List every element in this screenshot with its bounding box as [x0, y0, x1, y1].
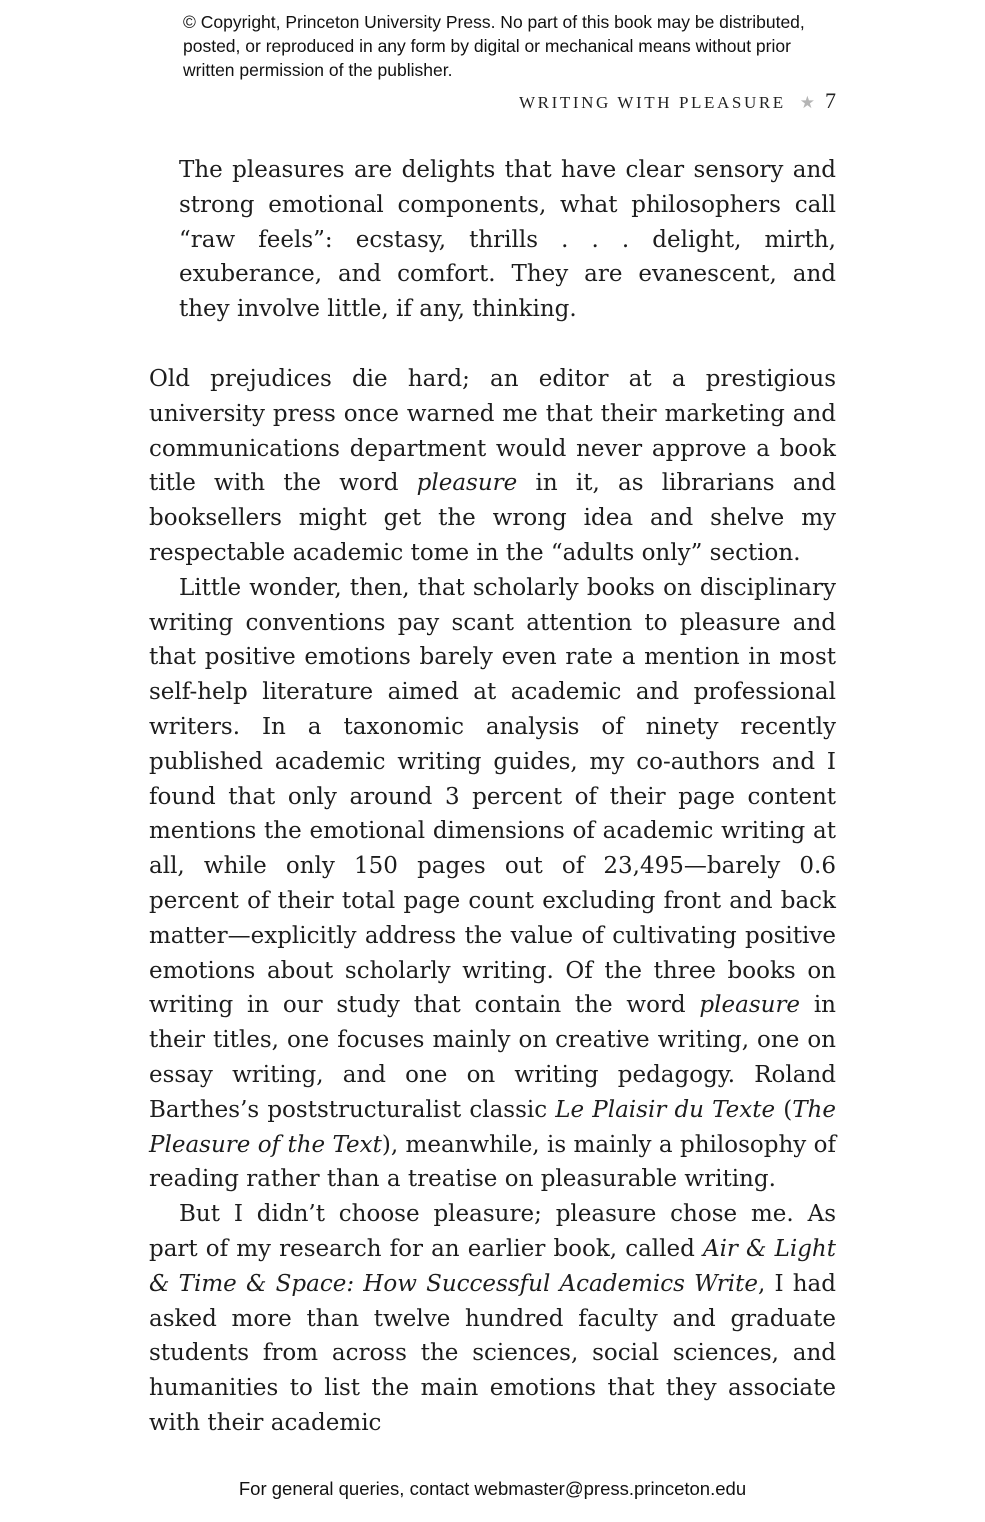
footer-contact: For general queries, contact webmaster@press.princeton.edu [238, 1478, 747, 1499]
page-number: 7 [825, 88, 836, 113]
paragraph-text: Old prejudices die hard; an editor at a prestigious university press once warned me that their marketing and communications department would never approve a book title with the word [149, 366, 836, 497]
paragraph-text: , I had asked more than twelve hundred faculty and graduate students from across the sciences, social sciences, and humanities to list the main emotions that they associate with their academic [149, 1270, 836, 1436]
block-quote: The pleasures are delights that have clear sensory and strong emotional components, what philosophers call “raw feels”: ecstasy, thrills . . . delight, mirth, exuberance, and comfort. They are evanescent, and they involve little, if any, thinking. [179, 157, 836, 323]
paragraph-text: ), meanwhile, is mainly a philosophy of reading rather than a treatise on pleasurable writing. [149, 1131, 837, 1193]
paragraph-text: ( [775, 1096, 793, 1123]
running-head [380, 88, 836, 114]
paragraph-text: But I didn’t choose pleasure; pleasure chose me. As part of my research for an earlier book, called [149, 1201, 836, 1262]
book-title: Le Plaisir du Texte [555, 1096, 776, 1123]
book-title: Air & Light & Time & Space: How Successful Academics Write [149, 1235, 836, 1297]
italic-text: pleasure [699, 992, 801, 1019]
copyright-notice: © Copyright, Princeton University Press. No part of this book may be distributed, posted, or reproduced in any form by digital or mechanical means without prior written permission of the publisher. [183, 12, 805, 80]
book-title: The Pleasure of the Text [149, 1096, 836, 1158]
paragraph [149, 362, 836, 571]
star-icon: ★ [799, 93, 815, 112]
body-text [149, 362, 836, 1441]
paragraph-text: in their titles, one focuses mainly on creative writing, one on essay writing, and one on writing pedagogy. Roland Barthes’s poststructuralist classic [149, 992, 836, 1123]
paragraph-text: Little wonder, then, that scholarly books on disciplinary writing conventions pay scant attention to pleasure and that positive emotions barely even rate a mention in most self-help literature aimed at academic and professional writers. In a taxonomic analysis of ninety recently published academic writing guides, my co-authors and I found that only around 3 percent of their page content mentions the emotional dimensions of academic writing at all, while only 150 pages out of 23,495—barely 0.6 percent of their total page count excluding front and back matter—explicitly address the value of cultivating positive emotions about scholarly writing. Of the three books on writing in our study that contain the word [149, 574, 836, 1019]
running-title: WRITING WITH PLEASURE [518, 93, 786, 112]
paragraph-text: in it, as librarians and booksellers might get the wrong idea and shelve my respectable academic tome in the “adults only” section. [149, 470, 836, 566]
italic-text: pleasure [416, 470, 518, 497]
paragraph [149, 571, 836, 1197]
paragraph [149, 1197, 836, 1441]
